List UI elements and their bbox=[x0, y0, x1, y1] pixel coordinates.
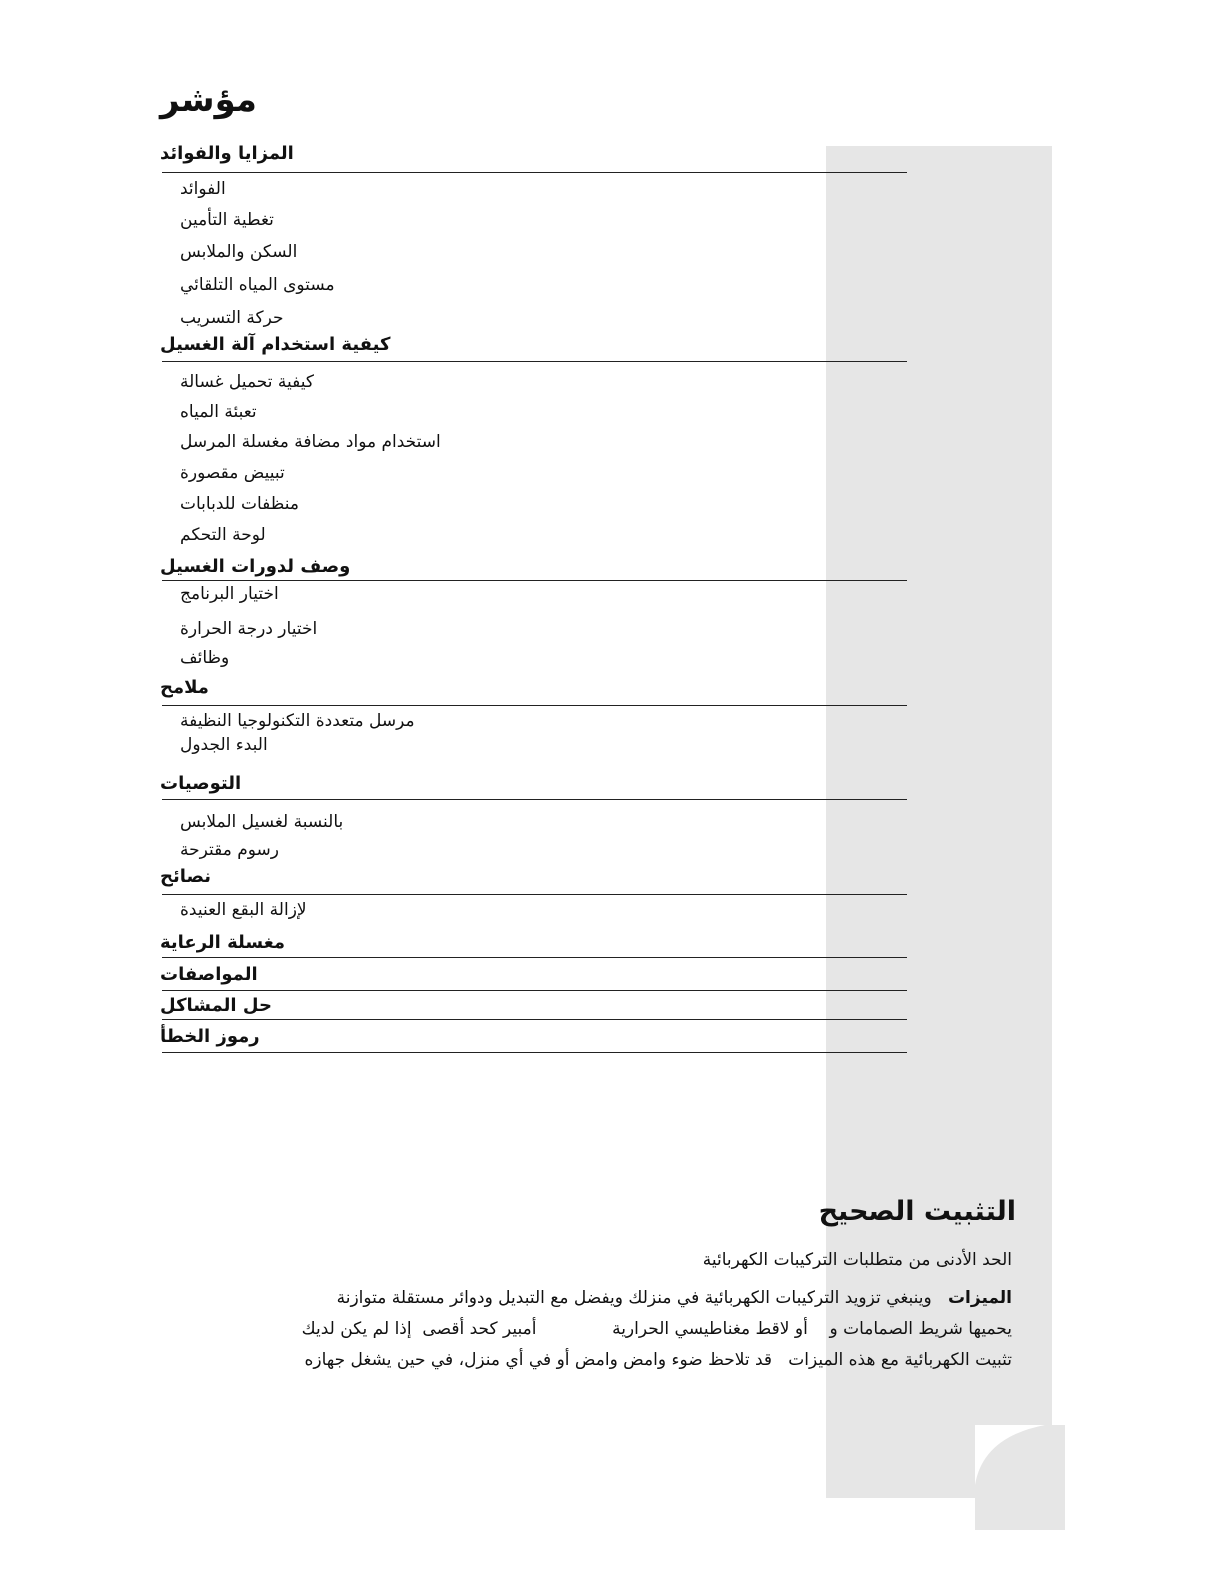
toc-section[interactable]: نصائح bbox=[160, 866, 211, 887]
toc-item[interactable]: بالنسبة لغسيل الملابس bbox=[180, 812, 344, 832]
toc-item[interactable]: لإزالة البقع العنيدة bbox=[180, 900, 307, 920]
toc-section[interactable]: وصف لدورات الغسيل bbox=[160, 556, 351, 577]
toc-item[interactable]: السكن والملابس bbox=[180, 242, 298, 262]
toc-section[interactable]: التوصيات bbox=[160, 773, 242, 794]
installation-title: التثبيت الصحيح bbox=[818, 1196, 1016, 1227]
toc-item[interactable]: كيفية تحميل غسالة bbox=[180, 372, 314, 392]
paragraph-line: تثبيت الكهربائية مع هذه الميزات قد تلاحظ ضوء وامض وامض أو في أي منزل، في حين يشغل جهازه bbox=[304, 1350, 1012, 1370]
toc-item[interactable]: تبييض مقصورة bbox=[180, 463, 285, 483]
section-rule bbox=[162, 1019, 907, 1020]
toc-item[interactable]: لوحة التحكم bbox=[180, 525, 266, 545]
section-rule bbox=[162, 799, 907, 800]
paragraph-line bbox=[337, 1283, 1012, 1313]
toc-item[interactable]: وظائف bbox=[180, 648, 230, 668]
toc-item[interactable]: حركة التسريب bbox=[180, 308, 284, 328]
toc-section[interactable]: المزايا والفوائد bbox=[160, 143, 294, 164]
section-rule bbox=[162, 1052, 907, 1053]
toc-section[interactable]: ملامح bbox=[160, 677, 209, 698]
installation-subtitle: الحد الأدنى من متطلبات التركيبات الكهربائية bbox=[702, 1250, 1012, 1270]
toc-item[interactable]: تعبئة المياه bbox=[180, 402, 257, 422]
toc-item[interactable]: الفوائد bbox=[180, 179, 226, 199]
toc-section[interactable]: كيفية استخدام آلة الغسيل bbox=[160, 334, 391, 355]
toc-item[interactable]: منظفات للدبابات bbox=[180, 494, 299, 514]
paragraph-line: يحميها شريط الصمامات و أو لاقط مغناطيسي الحرارية أمبير كحد أقصى إذا لم يكن لديك bbox=[301, 1319, 1012, 1339]
toc-title: مؤشر bbox=[160, 80, 257, 120]
section-rule bbox=[162, 172, 907, 173]
toc-section[interactable]: رموز الخطأ bbox=[160, 1026, 260, 1047]
toc-item[interactable]: رسوم مقترحة bbox=[180, 840, 280, 860]
toc-item[interactable]: تغطية التأمين bbox=[180, 210, 274, 230]
section-rule bbox=[162, 957, 907, 958]
toc-item[interactable]: مرسل متعددة التكنولوجيا النظيفة bbox=[180, 711, 415, 731]
toc-item[interactable]: استخدام مواد مضافة مغسلة المرسل bbox=[180, 432, 441, 452]
toc-section[interactable]: مغسلة الرعاية bbox=[160, 932, 286, 953]
toc-item[interactable]: البدء الجدول bbox=[180, 735, 268, 755]
features-label: الميزات bbox=[947, 1288, 1012, 1308]
paragraph-text: وينبغي تزويد التركيبات الكهربائية في منزلك ويفضل مع التبديل ودوائر مستقلة متوازنة bbox=[336, 1288, 932, 1308]
toc-item[interactable]: اختيار درجة الحرارة bbox=[180, 619, 318, 639]
toc-section[interactable]: المواصفات bbox=[160, 964, 258, 985]
toc-item[interactable]: مستوى المياه التلقائي bbox=[180, 275, 335, 295]
section-rule bbox=[162, 361, 907, 362]
page-corner-decoration bbox=[975, 1425, 1065, 1530]
toc-section[interactable]: حل المشاكل bbox=[160, 995, 272, 1016]
toc-item[interactable]: اختيار البرنامج bbox=[180, 584, 279, 604]
section-rule bbox=[162, 990, 907, 991]
